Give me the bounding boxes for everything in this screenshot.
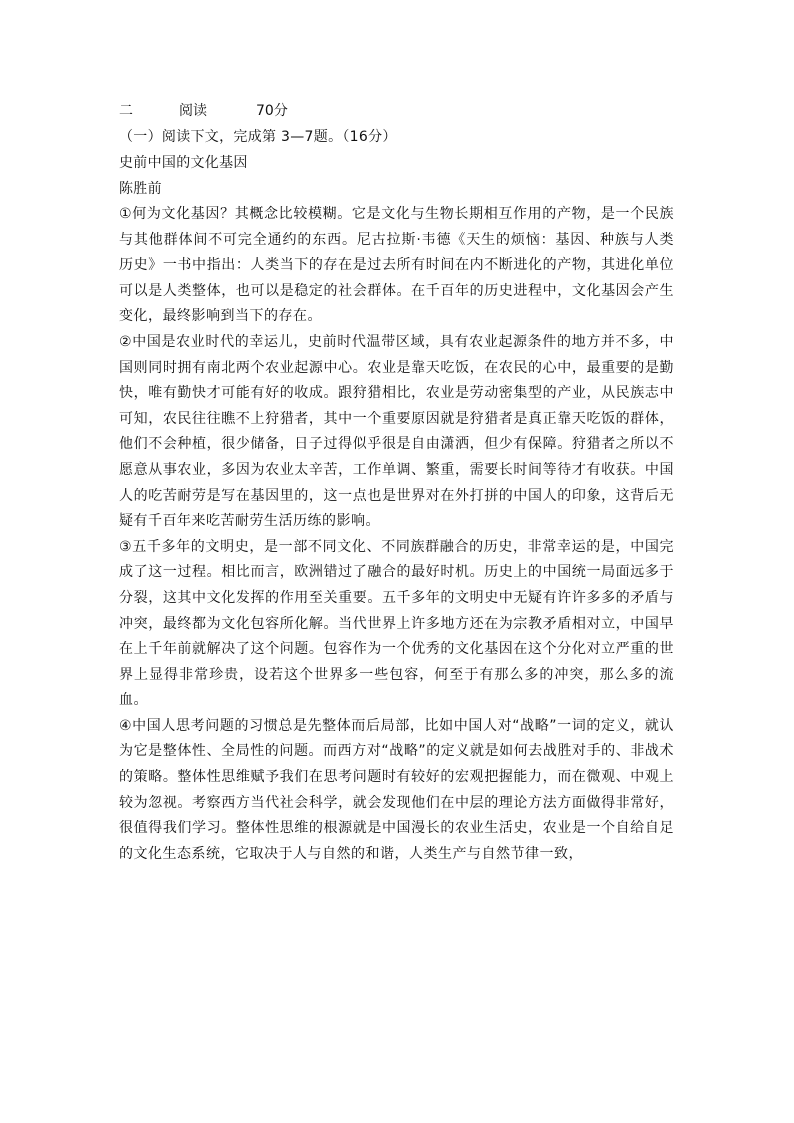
document-page	[119, 98, 674, 867]
paragraph-3: ③五千多年的文明史，是一部不同文化、不同族群融合的历史，非常幸运的是，中国完成了这一过程。相比而言，欧洲错过了融合的最好时机。历史上的中国统一局面远多于分裂，这其中文化发挥的作用至关重要。五千多年的文明史中无疑有许许多多的矛盾与冲突，最终都为文化包容所化解。当代世界上许多地方还在为宗教矛盾相对立，中国早在上千年前就解决了这个问题。包容作为一个优秀的文化基因在这个分化对立严重的世界上显得非常珍贵，设若这个世界多一些包容，何至于有那么多的冲突，那么多的流血。	[119, 538, 674, 709]
section-header	[119, 98, 674, 124]
section-number: 二	[119, 103, 133, 119]
paragraph-4: ④中国人思考问题的习惯总是先整体而后局部，比如中国人对“战略”一词的定义，就认为它是整体性、全局性的问题。而西方对“战略”的定义就是如何去战胜对手的、非战术的策略。整体性思维赋予我们在思考问题时有较好的宏观把握能力，而在微观、中观上较为忽视。考察西方当代社会科学，就会发现他们在中层的理论方法方面做得非常好，很值得我们学习。整体性思维的根源就是中国漫长的农业生活史，农业是一个自给自足的文化生态系统，它取决于人与自然的和谐，人类生产与自然节律一致，	[119, 717, 674, 862]
reading-instruction: （一）阅读下文，完成第 3—7题。（16分）	[119, 129, 397, 145]
section-name: 阅读	[179, 103, 207, 119]
paragraph-2: ②中国是农业时代的幸运儿，史前时代温带区域，具有农业起源条件的地方并不多，中国则同时拥有南北两个农业起源中心。农业是靠天吃饭，在农民的心中，最重要的是勤快，唯有勤快才可能有好的收成。跟狩猎相比，农业是劳动密集型的产业，从民族志中可知，农民往往瞧不上狩猎者，其中一个重要原因就是狩猎者是真正靠天吃饭的群体，他们不会种植，很少储备，日子过得似乎很是自由潇洒，但少有保障。狩猎者之所以不愿意从事农业，多因为农业太辛苦，工作单调、繁重，需要长时间等待才有收获。中国人的吃苦耐劳是写在基因里的，这一点也是世界对在外打拼的中国人的印象，这背后无疑有千百年来吃苦耐劳生活历练的影响。	[119, 333, 674, 530]
paragraph-1: ①何为文化基因？其概念比较模糊。它是文化与生物长期相互作用的产物，是一个民族与其他群体间不可完全通约的东西。尼古拉斯·韦德《天生的烦恼：基因、种族与人类历史》一书中指出：人类当下的存在是过去所有时间在内不断进化的产物，其进化单位可以是人类整体，也可以是稳定的社会群体。在千百年的历史进程中，文化基因会产生变化，最终影响到当下的存在。	[119, 206, 674, 325]
article-author: 陈胜前	[119, 181, 162, 197]
article-title: 史前中国的文化基因	[119, 155, 248, 171]
section-score: 70分	[256, 103, 288, 119]
